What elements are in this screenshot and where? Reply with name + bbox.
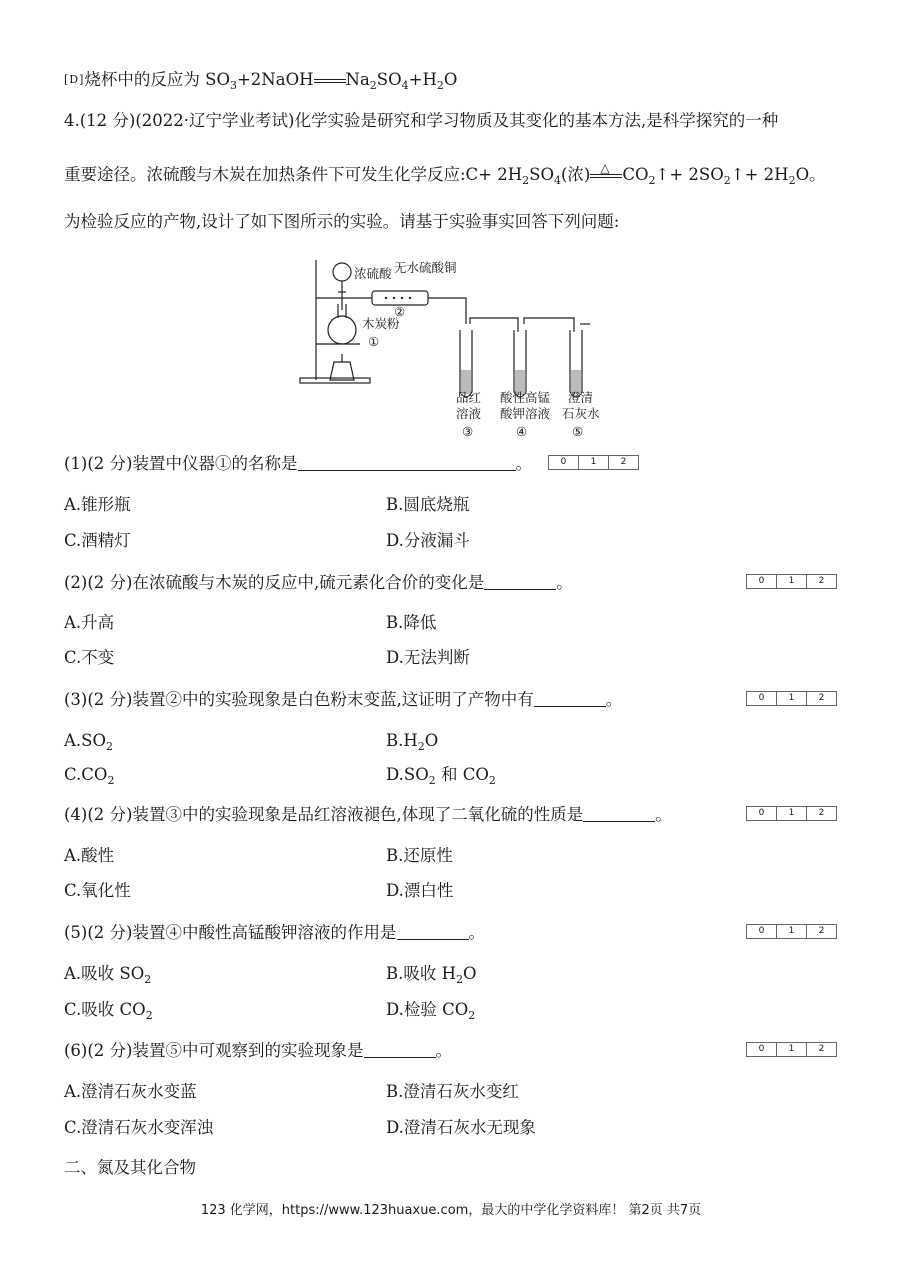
subquestion-2-stem: (2)(2 分)在浓硫酸与木炭的反应中,硫元素化合价的变化是 。	[64, 573, 573, 592]
page-footer: 123 化学网，https://www.123huaxue.com，最大的中学化学资料库！ 第2页 共7页	[200, 1203, 702, 1218]
prev-option-d: [D]烧杯中的反应为 $SO_3+2NaOH$ $Na_2SO_4+H_2O$	[64, 70, 458, 92]
answer-blank-4[interactable]	[583, 805, 655, 822]
subquestion-6-stem: (6)(2 分)装置⑤中可观察到的实验现象是 。	[64, 1041, 452, 1060]
answer-blank-2[interactable]	[484, 573, 556, 590]
subquestion-3-stem: (3)(2 分)装置②中的实验现象是白色粉末变蓝,这证明了产物中有 。	[64, 690, 623, 709]
tube3-label-a: 品红	[456, 390, 482, 405]
label-conc-sulfuric-acid: 浓硫酸	[354, 266, 392, 281]
connector-3-4	[470, 318, 518, 332]
label-2: ②	[394, 304, 406, 319]
option-4d[interactable]: D.漂白性	[386, 881, 454, 900]
option-4a[interactable]: A.酸性	[64, 846, 115, 865]
answer-blank-3[interactable]	[534, 690, 606, 707]
label-anhydrous-cuso4: 无水硫酸铜	[394, 260, 457, 275]
answer-blank-5[interactable]	[397, 923, 469, 940]
section-title: 二、氮及其化合物	[64, 1158, 196, 1177]
question-line-1: 4.(12 分)(2022·辽宁学业考试)化学实验是研究和学习物质及其变化的基本方法,是科学探究的一种	[64, 111, 779, 130]
answer-blank-6[interactable]	[364, 1041, 436, 1058]
option-5b[interactable]: B.吸收 $H_2O$	[386, 964, 477, 986]
option-3d[interactable]: $D.SO_2$ 和 $CO_2$	[386, 765, 496, 787]
score-box-2[interactable]: 0 1 2	[746, 574, 837, 589]
subquestion-4-stem: (4)(2 分)装置③中的实验现象是品红溶液褪色,体现了二氧化硫的性质是 。	[64, 805, 672, 824]
tube3-label-b: 溶液	[456, 406, 482, 421]
question-line-2: 重要途径。浓硫酸与木炭在加热条件下可发生化学反应:C+ $2H_2SO_4$(浓) △ $CO_2↑+$ $2SO_2↑+ 2H_2O$。	[64, 160, 826, 187]
option-6c[interactable]: C.澄清石灰水变浑浊	[64, 1118, 214, 1137]
option-3c[interactable]: $C.CO_2$	[64, 765, 115, 787]
option-1a[interactable]: A.锥形瓶	[64, 495, 131, 514]
option-2b[interactable]: B.降低	[386, 613, 437, 632]
drying-tube	[372, 291, 428, 305]
option-3a[interactable]: $A.SO_2$	[64, 731, 113, 753]
connector-4-5	[524, 318, 574, 332]
score-box-5[interactable]: 0 1 2	[746, 924, 837, 939]
label-1: ①	[368, 334, 380, 349]
option-5d[interactable]: D.检验 $CO_2$	[386, 1000, 476, 1022]
option-2a[interactable]: A.升高	[64, 613, 115, 632]
tube4-label-b: 酸钾溶液	[500, 406, 551, 421]
option-3b[interactable]: $B.H_2O$	[386, 731, 439, 753]
tube5-label-a: 澄清	[568, 390, 594, 405]
apparatus-diagram	[290, 252, 630, 442]
option-6d[interactable]: D.澄清石灰水无现象	[386, 1118, 536, 1137]
option-1b[interactable]: B.圆底烧瓶	[386, 495, 470, 514]
tube5-label-c: ⑤	[572, 424, 584, 439]
score-box-3[interactable]: 0 1 2	[746, 691, 837, 706]
option-4b[interactable]: B.还原性	[386, 846, 453, 865]
option-6b[interactable]: B.澄清石灰水变红	[386, 1082, 519, 1101]
option-1c[interactable]: C.酒精灯	[64, 531, 131, 550]
option-5a[interactable]: A.吸收 $SO_2$	[64, 964, 152, 986]
tube4-label-a: 酸性高锰	[500, 390, 551, 405]
answer-blank-1[interactable]	[298, 454, 516, 471]
alcohol-lamp	[330, 362, 354, 380]
option-2d[interactable]: D.无法判断	[386, 648, 470, 667]
question-line-3: 为检验反应的产物,设计了如下图所示的实验。请基于实验事实回答下列问题:	[64, 212, 620, 231]
separatory-funnel	[333, 263, 351, 281]
option-2c[interactable]: C.不变	[64, 648, 115, 667]
score-box-4[interactable]: 0 1 2	[746, 806, 837, 821]
tube3-label-c: ③	[462, 424, 474, 439]
option-5c[interactable]: C.吸收 $CO_2$	[64, 1000, 153, 1022]
subquestion-1-stem: (1)(2 分)装置中仪器①的名称是 。	[64, 454, 532, 473]
option-1d[interactable]: D.分液漏斗	[386, 531, 470, 550]
round-bottom-flask	[328, 316, 356, 344]
tube4-label-c: ④	[516, 424, 528, 439]
subquestion-5-stem: (5)(2 分)装置④中酸性高锰酸钾溶液的作用是 。	[64, 923, 485, 942]
heat-equals-sign: △	[590, 169, 622, 183]
label-charcoal: 木炭粉	[362, 316, 400, 331]
equals-sign	[314, 74, 346, 88]
option-6a[interactable]: A.澄清石灰水变蓝	[64, 1082, 197, 1101]
delivery-tube-2	[428, 298, 466, 324]
score-box-6[interactable]: 0 1 2	[746, 1042, 837, 1057]
option-4c[interactable]: C.氧化性	[64, 881, 131, 900]
score-box-1[interactable]: 0 1 2	[548, 455, 639, 470]
tube5-label-b: 石灰水	[562, 406, 600, 421]
